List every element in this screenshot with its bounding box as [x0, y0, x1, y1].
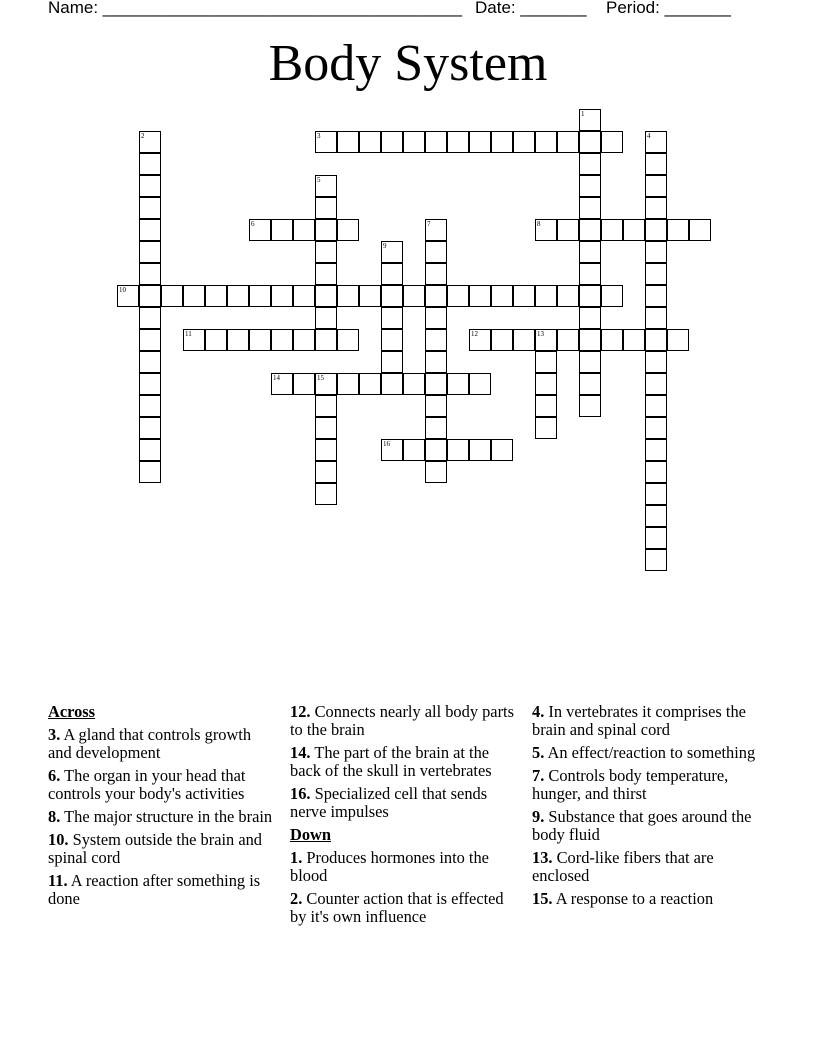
- grid-cell[interactable]: [645, 395, 667, 417]
- clue-number: 11: [185, 330, 192, 338]
- grid-cell[interactable]: [139, 241, 161, 263]
- grid-cell[interactable]: [359, 373, 381, 395]
- clue-number: 3: [317, 132, 321, 140]
- clue-number: 15: [317, 374, 324, 382]
- grid-cell[interactable]: [293, 285, 315, 307]
- clue-down-13: 13. Cord-like fibers that are enclosed: [532, 848, 714, 885]
- grid-cell[interactable]: [645, 131, 667, 153]
- grid-cell[interactable]: [623, 219, 645, 241]
- grid-cell[interactable]: [359, 131, 381, 153]
- clue-number: 5: [317, 176, 321, 184]
- grid-cell[interactable]: [623, 329, 645, 351]
- clue-number: 6: [251, 220, 255, 228]
- grid-cell[interactable]: [645, 329, 667, 351]
- grid-cell[interactable]: [579, 109, 601, 131]
- grid-cell[interactable]: [271, 329, 293, 351]
- clue-down-9: 9. Substance that goes around the body fluid: [532, 807, 752, 844]
- grid-cell[interactable]: [139, 417, 161, 439]
- clue-number: 14: [273, 374, 280, 382]
- clue-down-2: 2. Counter action that is effected by it's own influence: [290, 889, 504, 926]
- grid-cell[interactable]: [315, 483, 337, 505]
- grid-cell[interactable]: [645, 285, 667, 307]
- grid-cell[interactable]: [645, 373, 667, 395]
- grid-cell[interactable]: [491, 285, 513, 307]
- grid-cell[interactable]: [579, 263, 601, 285]
- grid-cell[interactable]: [381, 285, 403, 307]
- clue-across-12: 12. Connects nearly all body parts to the brain: [290, 702, 514, 739]
- grid-cell[interactable]: [469, 329, 491, 351]
- grid-cell[interactable]: [667, 329, 689, 351]
- clue-down-15: 15. A response to a reaction: [532, 889, 714, 908]
- clue-down-5: 5. An effect/reaction to something: [532, 743, 756, 762]
- grid-cell[interactable]: [513, 285, 535, 307]
- grid-cell[interactable]: [249, 219, 271, 241]
- grid-cell[interactable]: [139, 197, 161, 219]
- grid-cell[interactable]: [513, 131, 535, 153]
- clue-across-8: 8. The major structure in the brain: [48, 807, 273, 826]
- grid-cell[interactable]: [579, 307, 601, 329]
- grid-cell[interactable]: [645, 307, 667, 329]
- grid-cell[interactable]: [161, 285, 183, 307]
- grid-cell[interactable]: [579, 285, 601, 307]
- grid-cell[interactable]: [535, 131, 557, 153]
- grid-cell[interactable]: [447, 131, 469, 153]
- grid-cell[interactable]: [381, 373, 403, 395]
- grid-cell[interactable]: [513, 329, 535, 351]
- clue-number: 8: [537, 220, 541, 228]
- grid-cell[interactable]: [139, 307, 161, 329]
- period-field[interactable]: Period: _______: [606, 0, 731, 17]
- grid-cell[interactable]: [381, 263, 403, 285]
- grid-cell[interactable]: [139, 351, 161, 373]
- clue-down-7: 7. Controls body temperature, hunger, and thirst: [532, 766, 729, 803]
- clue-down-4: 4. In vertebrates it comprises the brain and spinal cord: [532, 702, 746, 739]
- grid-cell[interactable]: [535, 351, 557, 373]
- grid-cell[interactable]: [579, 351, 601, 373]
- grid-cell[interactable]: [403, 439, 425, 461]
- grid-cell[interactable]: [205, 329, 227, 351]
- grid-cell[interactable]: [315, 285, 337, 307]
- grid-cell[interactable]: [645, 417, 667, 439]
- grid-cell[interactable]: [535, 373, 557, 395]
- clue-column-1: [48, 703, 274, 913]
- grid-cell[interactable]: [425, 241, 447, 263]
- grid-cell[interactable]: [469, 131, 491, 153]
- grid-cell[interactable]: [447, 285, 469, 307]
- grid-cell[interactable]: [645, 483, 667, 505]
- grid-cell[interactable]: [139, 395, 161, 417]
- grid-cell[interactable]: [601, 131, 623, 153]
- grid-cell[interactable]: [337, 329, 359, 351]
- clue-across-10: 10. System outside the brain and spinal cord: [48, 830, 262, 867]
- page-title: Body System: [268, 35, 548, 92]
- clue-down-1: 1. Produces hormones into the blood: [290, 848, 489, 885]
- grid-cell[interactable]: [381, 439, 403, 461]
- grid-cell[interactable]: [183, 329, 205, 351]
- grid-cell[interactable]: [337, 131, 359, 153]
- grid-cell[interactable]: [139, 285, 161, 307]
- grid-cell[interactable]: [425, 351, 447, 373]
- grid-cell[interactable]: [425, 307, 447, 329]
- grid-cell[interactable]: [293, 329, 315, 351]
- grid-cell[interactable]: [425, 263, 447, 285]
- grid-cell[interactable]: [645, 351, 667, 373]
- grid-cell[interactable]: [645, 549, 667, 571]
- clue-across-3: 3. A gland that controls growth and development: [48, 725, 252, 762]
- grid-cell[interactable]: [667, 219, 689, 241]
- grid-cell[interactable]: [557, 219, 579, 241]
- clue-number: 4: [647, 132, 651, 140]
- grid-cell[interactable]: [469, 439, 491, 461]
- grid-cell[interactable]: [315, 373, 337, 395]
- grid-cell[interactable]: [579, 241, 601, 263]
- grid-cell[interactable]: [469, 285, 491, 307]
- grid-cell[interactable]: [491, 131, 513, 153]
- grid-cell[interactable]: [425, 395, 447, 417]
- grid-cell[interactable]: [579, 153, 601, 175]
- grid-cell[interactable]: [645, 219, 667, 241]
- grid-cell[interactable]: [205, 285, 227, 307]
- grid-cell[interactable]: [645, 527, 667, 549]
- grid-cell[interactable]: [315, 395, 337, 417]
- grid-cell[interactable]: [249, 329, 271, 351]
- clue-number: 2: [141, 132, 145, 140]
- grid-cell[interactable]: [315, 307, 337, 329]
- clue-number: 13: [537, 330, 544, 338]
- grid-cell[interactable]: [579, 131, 601, 153]
- grid-cell[interactable]: [381, 131, 403, 153]
- grid-cell[interactable]: [403, 285, 425, 307]
- grid-cell[interactable]: [535, 417, 557, 439]
- grid-cell[interactable]: [139, 439, 161, 461]
- grid-cell[interactable]: [601, 329, 623, 351]
- down-heading: Down: [290, 825, 331, 844]
- grid-cell[interactable]: [249, 285, 271, 307]
- grid-cell[interactable]: [557, 329, 579, 351]
- grid-cell[interactable]: [359, 285, 381, 307]
- clue-number: 16: [383, 440, 390, 448]
- grid-cell[interactable]: [579, 395, 601, 417]
- grid-cell[interactable]: [381, 241, 403, 263]
- grid-cell[interactable]: [579, 219, 601, 241]
- grid-cell[interactable]: [139, 263, 161, 285]
- grid-cell[interactable]: [381, 307, 403, 329]
- grid-cell[interactable]: [425, 439, 447, 461]
- grid-cell[interactable]: [315, 131, 337, 153]
- grid-cell[interactable]: [381, 329, 403, 351]
- name-field[interactable]: Name: ______________________________________: [48, 0, 463, 17]
- grid-cell[interactable]: [381, 351, 403, 373]
- grid-cell[interactable]: [293, 373, 315, 395]
- grid-cell[interactable]: [315, 241, 337, 263]
- grid-cell[interactable]: [315, 219, 337, 241]
- clue-column-3: [532, 703, 768, 913]
- grid-cell[interactable]: [315, 197, 337, 219]
- grid-cell[interactable]: [139, 131, 161, 153]
- grid-cell[interactable]: [425, 329, 447, 351]
- grid-cell[interactable]: [645, 439, 667, 461]
- grid-cell[interactable]: [535, 329, 557, 351]
- grid-cell[interactable]: [337, 373, 359, 395]
- grid-cell[interactable]: [535, 219, 557, 241]
- grid-cell[interactable]: [645, 153, 667, 175]
- grid-cell[interactable]: [447, 373, 469, 395]
- clue-across-14: 14. The part of the brain at the back of the skull in vertebrates: [290, 743, 492, 780]
- grid-cell[interactable]: [139, 373, 161, 395]
- grid-cell[interactable]: [535, 395, 557, 417]
- grid-cell[interactable]: [139, 153, 161, 175]
- clue-across-16: 16. Specialized cell that sends nerve impulses: [290, 784, 488, 821]
- clue-number: 10: [119, 286, 126, 294]
- across-heading: Across: [48, 702, 96, 721]
- grid-cell[interactable]: [425, 417, 447, 439]
- date-field[interactable]: Date: _______: [475, 0, 587, 17]
- grid-cell[interactable]: [337, 219, 359, 241]
- grid-cell[interactable]: [689, 219, 711, 241]
- grid-cell[interactable]: [139, 461, 161, 483]
- grid-cell[interactable]: [315, 439, 337, 461]
- clue-across-6: 6. The organ in your head that controls your body's activities: [48, 766, 246, 803]
- grid-cell[interactable]: [425, 373, 447, 395]
- clue-number: 1: [581, 110, 585, 118]
- grid-cell[interactable]: [271, 373, 293, 395]
- grid-cell[interactable]: [315, 417, 337, 439]
- grid-cell[interactable]: [491, 329, 513, 351]
- grid-cell[interactable]: [645, 241, 667, 263]
- clue-column-2: [290, 703, 516, 931]
- grid-cell[interactable]: [403, 131, 425, 153]
- grid-cell[interactable]: [645, 263, 667, 285]
- grid-cell[interactable]: [491, 439, 513, 461]
- clue-number: 9: [383, 242, 387, 250]
- grid-cell[interactable]: [579, 329, 601, 351]
- grid-cell[interactable]: [645, 461, 667, 483]
- grid-cell[interactable]: [645, 505, 667, 527]
- grid-cell[interactable]: [337, 285, 359, 307]
- grid-cell[interactable]: [183, 285, 205, 307]
- grid-cell[interactable]: [645, 197, 667, 219]
- grid-cell[interactable]: [117, 285, 139, 307]
- grid-cell[interactable]: [469, 373, 491, 395]
- grid-cell[interactable]: [579, 373, 601, 395]
- grid-cell[interactable]: [139, 219, 161, 241]
- grid-cell[interactable]: [425, 461, 447, 483]
- grid-cell[interactable]: [271, 219, 293, 241]
- grid-cell[interactable]: [645, 175, 667, 197]
- grid-cell[interactable]: [557, 131, 579, 153]
- grid-cell[interactable]: [139, 175, 161, 197]
- grid-cell[interactable]: [557, 285, 579, 307]
- clue-across-11: 11. A reaction after something is done: [48, 871, 261, 908]
- grid-cell[interactable]: [579, 197, 601, 219]
- clue-number: 7: [427, 220, 431, 228]
- grid-cell[interactable]: [315, 461, 337, 483]
- grid-cell[interactable]: [139, 329, 161, 351]
- grid-cell[interactable]: [579, 175, 601, 197]
- clue-number: 12: [471, 330, 478, 338]
- grid-cell[interactable]: [447, 439, 469, 461]
- grid-cell[interactable]: [227, 285, 249, 307]
- grid-cell[interactable]: [315, 263, 337, 285]
- grid-cell[interactable]: [403, 373, 425, 395]
- grid-cell[interactable]: [315, 329, 337, 351]
- grid-cell[interactable]: [425, 131, 447, 153]
- grid-cell[interactable]: [535, 285, 557, 307]
- grid-cell[interactable]: [227, 329, 249, 351]
- grid-cell[interactable]: [601, 285, 623, 307]
- grid-cell[interactable]: [601, 219, 623, 241]
- grid-cell[interactable]: [425, 219, 447, 241]
- grid-cell[interactable]: [425, 285, 447, 307]
- grid-cell[interactable]: [271, 285, 293, 307]
- grid-cell[interactable]: [293, 219, 315, 241]
- grid-cell[interactable]: [315, 175, 337, 197]
